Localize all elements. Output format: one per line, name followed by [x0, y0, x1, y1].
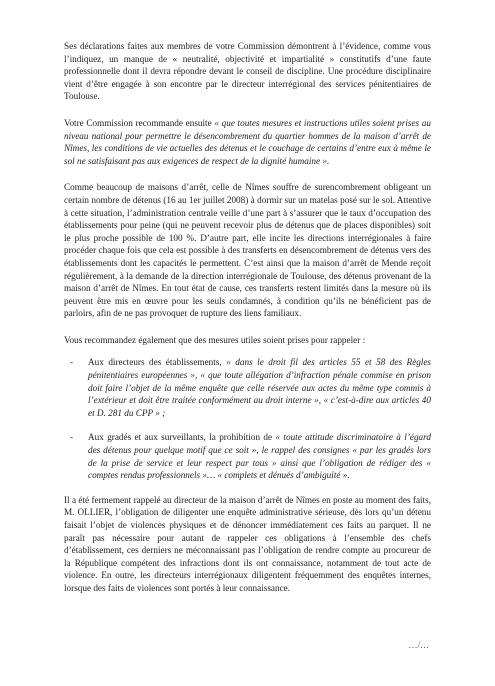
page-continuation-marker: …/… [408, 640, 429, 650]
paragraph-director-reminder: Il a été fermement rappelé au directeur de la maison d’arrêt de Nîmes en poste au moment des faits, M. OLLIER, l’obligation de diligenter une enquête administrative sérieuse, dès lors qu’un détenu faisait l’objet de violences physiques et de dénoncer immédiatement ces faits au parquet. Il ne paraît pas nécessaire pour autant de rappeler ces obligations à l’ensemble des chefs d’établissement, ces derniers ne méconnaissant pas l’obligation de rendre compte au procureur de la République compétent des infractions dont ils ont connaissance, notamment de tout acte de violence. En outre, les directeurs interrégionaux diligentent fréquemment des enquêtes internes, lorsque des faits de violences sont portés à leur connaissance. [64, 494, 431, 593]
list-item-lead: Aux directeurs des établissements, [88, 357, 222, 368]
dash-bullet: - [70, 432, 74, 443]
reminder-list [64, 356, 431, 481]
list-item-directors [70, 356, 432, 419]
paragraph-reminder-intro: Vous recommandez également que des mesures utiles soient prises pour rappeler : [64, 334, 366, 345]
list-item-text [88, 431, 431, 481]
dash-bullet: - [70, 357, 74, 368]
recommendation-quote: « que toutes mesures et instructions utiles soient prises au niveau national pour permettre le désencombrement du quartier hommes de la maison d’arrêt de Nîmes, les conditions de vie actuelles des détenus et le couchage de certains d’entre eux à même le sol ne satisfaisant pas aux exigences de respect de la dignité humaine ». [64, 117, 431, 166]
list-item-text [88, 356, 431, 419]
list-item-lead: Aux gradés et aux surveillants, la prohibition de [88, 432, 273, 443]
list-item-quote: « dans le droit fil des articles 55 et 58 des Règles pénitentiaires européennes », « que toute allégation d’infraction pénale commise en prison doit faire l’objet de la même enquête que celle réservée aux actes du même type commis à l’extérieur et doit être traitée conformément au droit interne », « c’est-à-dire aux articles 40 et D. 281 du CPP » ; [88, 357, 432, 418]
paragraph-overcrowding: Comme beaucoup de maisons d’arrêt, celle de Nîmes souffre de surencombrement obligeant un certain nombre de détenus (16 au 1er juillet 2008) à dormir sur un matelas posé sur le sol. Attentive à cette situation, l’administration centrale veille d’une part à s’assurer que le taux d’occupation des établissements pour peine (qui ne peuvent recevoir plus de détenus que de places disponibles) soit le plus proche possible de 100 %. D’autre part, elle incite les directions interrégionales à faire procéder chaque fois que cela est possible à des transferts en désencombrement de détenus vers des établissements dont les capacités le permettent. C’est ainsi que la maison d’arrêt de Mende reçoit régulièrement, à la demande de la direction interrégionale de Toulouse, des détenus provenant de la maison d’arrêt de Nîmes. En tout état de cause, ces transferts restent limités dans la mesure où ils peuvent être mis en œuvre pour les seuls condamnés, à condition qu’ils ne bénéficient pas de parloirs, afin de ne pas provoquer de rupture des liens familiaux. [64, 182, 431, 319]
list-item-guards [70, 431, 431, 481]
paragraph-disciplinary: Ses déclarations faites aux membres de votre Commission démontrent à l’évidence, comme vous l’indiquez, un manque de « neutralité, objectivité et impartialité » constitutifs d’une faute professionnelle dont il devra répondre devant le conseil de discipline. Une procédure disciplinaire vient d’être engagée à son encontre par le directeur interrégional des services pénitentiaires de Toulouse. [64, 41, 431, 102]
recommendation-intro: Votre Commission recommande ensuite [64, 117, 212, 128]
paragraph-recommendation-decongestion [64, 117, 431, 167]
list-item-quote: « toute attitude discriminatoire à l’égard des détenus pour quelque motif que ce soit », le rappel des consignes « par les gradés lors de la prise de service et leur respect par tous » ainsi que l’obligation de rédiger des « comptes rendus professionnels »… « complets et dénués d’ambiguïté ». [88, 432, 431, 481]
